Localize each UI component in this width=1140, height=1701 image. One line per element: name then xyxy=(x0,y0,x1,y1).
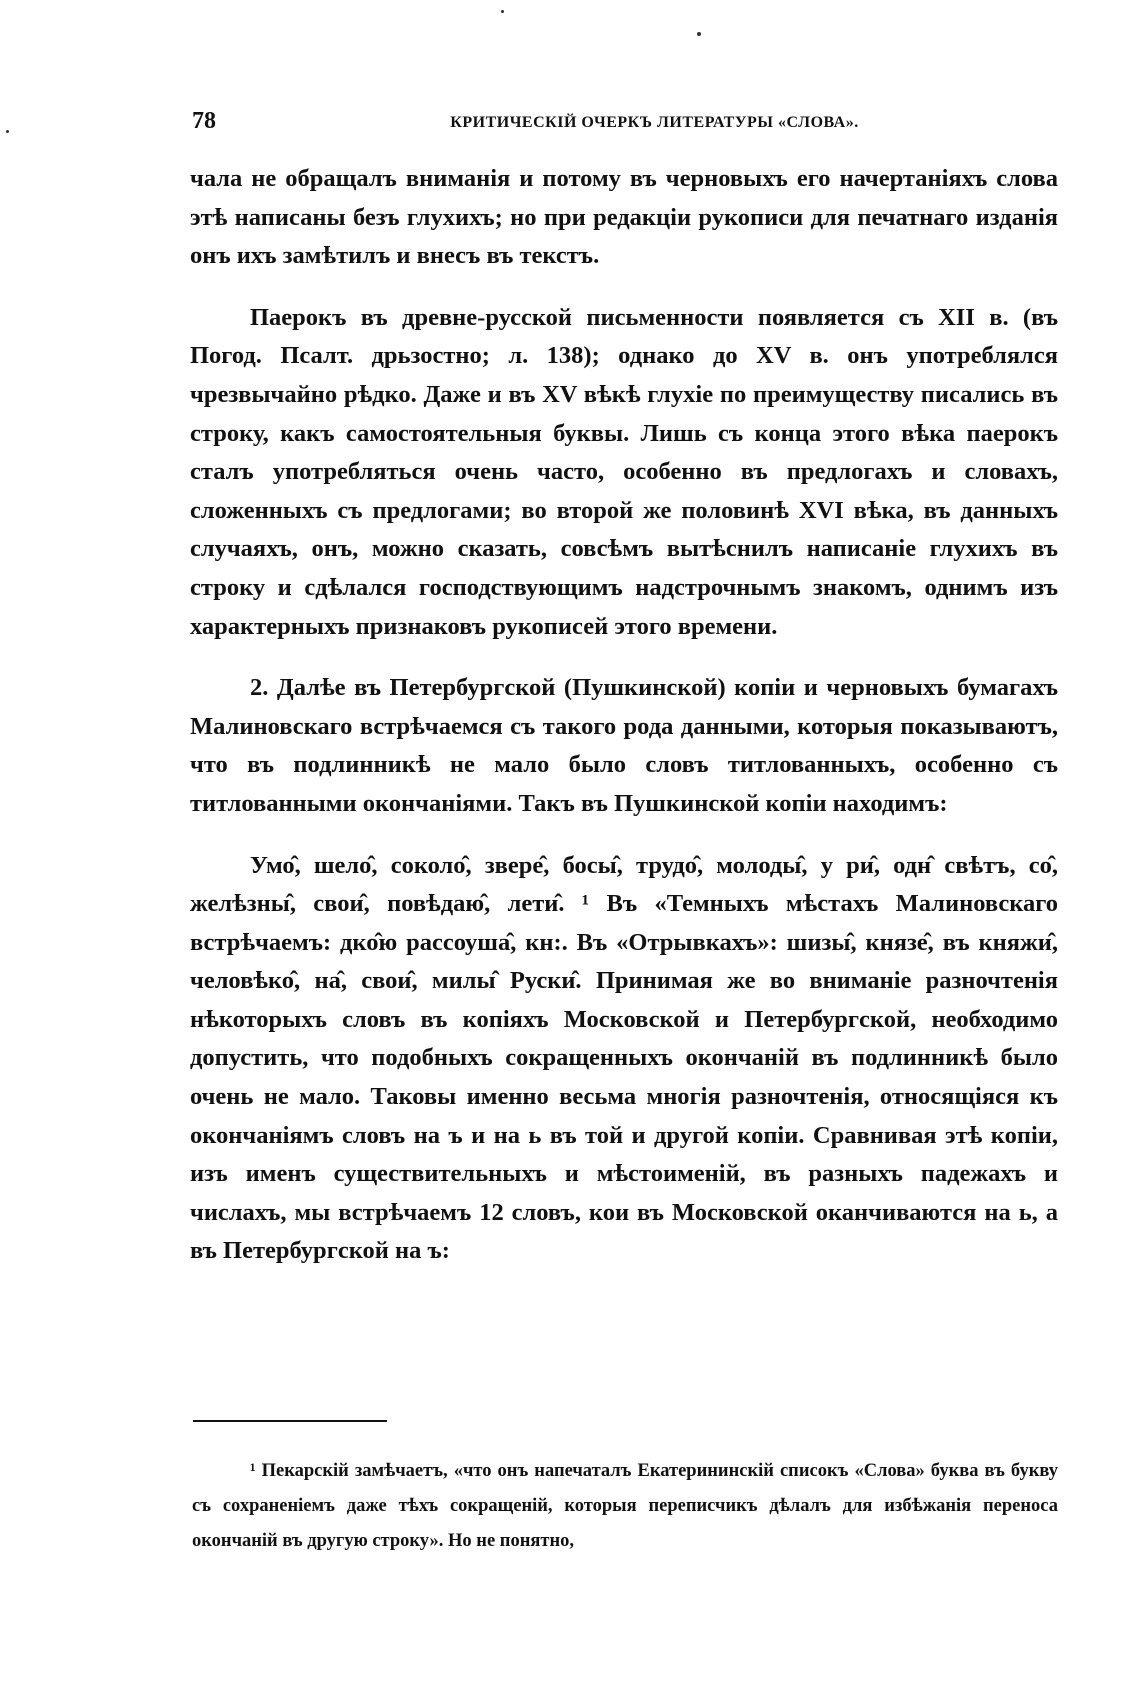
footnote-divider xyxy=(193,1420,387,1422)
paragraph-paerok: Паерокъ въ древне-русской письменности появляется съ XII в. (въ Погод. Псалт. дрьзостно; л. 138); однако до XV в. онъ употреблялся чрезвычайно рѣдко. Даже и въ XV вѣкѣ глухіе по преимуществу писались въ строку, какъ самостоятельныя буквы. Лишь съ конца этого вѣка паерокъ сталъ употребляться очень часто, особенно въ предлогахъ и словахъ, сложенныхъ съ предлогами; во второй же половинѣ XVI вѣка, въ данныхъ случаяхъ, онъ, можно сказать, совсѣмъ вытѣснилъ написаніе глухихъ въ строку и сдѣлался господствующимъ надстрочнымъ знакомъ, однимъ изъ характерныхъ признаковъ рукописей этого времени. xyxy=(190,303,1058,640)
footnote: ¹ Пекарскій замѣчаетъ, «что онъ напечаталъ Екатерининскій списокъ «Слова» буква въ букву съ сохраненіемъ даже тѣхъ сокращеній, которыя переписчикъ дѣлалъ для избѣжанія переноса окончаній въ другую строку». Но не понятно, xyxy=(192,1461,1058,1551)
paragraph-titlo-data: 2. Далѣе въ Петербургской (Пушкинской) копіи и черновыхъ бумагахъ Малиновскаго встрѣчаемся съ такого рода данными, которыя показываютъ, что въ подлинникѣ не мало было словъ титлованныхъ, особенно съ титлованными окончаніями. Такъ въ Пушкинской копіи находимъ: xyxy=(190,674,1058,817)
paragraph-word-list: Умо̂, шело̂, соколо̂, звере̂, босы̂, трудо̂, молоды̂, у ри̂, одн̂ свѣтъ, со̂, желѣзны̂, свои̂, повѣдаю̂, лети̂. ¹ Въ «Темныхъ мѣстахъ Малиновскаго встрѣчаемъ: дко̂ю рассоуша̂, кн:. Въ «Отрывкахъ»: шизы̂, князе̂, въ княжи̂, человѣко̂, на̂, свои̂, милы̂ Руски̂. Принимая же во вниманіе разночтенія нѣкоторыхъ словъ въ копіяхъ Московской и Петербургской, необходимо допустить, что подобныхъ сокращенныхъ окончаній въ подлинникѣ было очень не мало. Таковы именно весьма многія разночтенія, относящіяся къ окончаніямъ словъ на ъ и на ь въ той и другой копіи. Сравнивая этѣ копіи, изъ именъ существительныхъ и мѣстоименій, въ разныхъ падежахъ и числахъ, мы встрѣчаемъ 12 словъ, кои въ Московской оканчиваются на ь, а въ Петербургской на ъ: xyxy=(190,851,1058,1265)
body-text xyxy=(190,160,1058,1294)
running-title: КРИТИЧЕСКІЙ ОЧЕРКЪ ЛИТЕРАТУРЫ «СЛОВА». xyxy=(450,114,859,131)
page-number: 78 xyxy=(192,108,216,134)
print-speck xyxy=(501,10,504,13)
print-speck xyxy=(6,130,9,133)
paragraph-continuation: чала не обращалъ вниманія и потому въ черновыхъ его начертаніяхъ слова этѣ написаны безъ глухихъ; но при редакціи рукописи для печатнаго изданія онъ ихъ замѣтилъ и внесъ въ текстъ. xyxy=(190,165,1058,270)
page-header xyxy=(192,108,1057,148)
print-speck xyxy=(697,32,701,36)
